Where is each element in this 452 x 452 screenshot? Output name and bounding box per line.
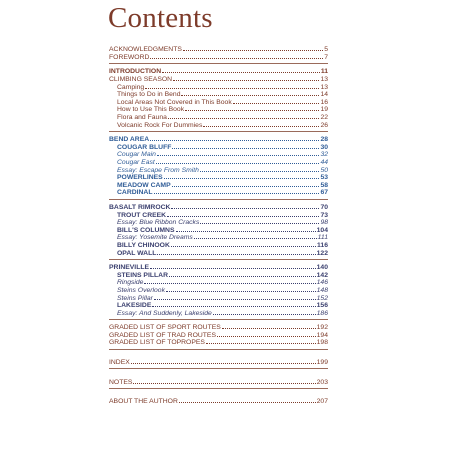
section-divider xyxy=(109,368,328,369)
toc-entry-steins-overlook[interactable] xyxy=(109,286,328,294)
toc-entry-trad-routes[interactable] xyxy=(109,331,328,339)
toc-entry-label: Flora and Fauna xyxy=(117,114,167,122)
toc-entry-page: 199 xyxy=(316,359,328,367)
toc-entry-label: BEND AREA xyxy=(109,136,150,144)
toc-entry-meadow-camp[interactable] xyxy=(109,181,328,189)
toc-entry-page: 11 xyxy=(320,68,328,76)
section-divider xyxy=(109,319,328,320)
toc-entry-label: STEINS PILLAR xyxy=(117,271,168,279)
toc-entry-label: BASALT RIMROCK xyxy=(109,203,171,211)
toc-entry-page: 13 xyxy=(320,76,328,84)
toc-entry-page: 207 xyxy=(316,398,328,406)
toc-entry-label: Local Areas Not Covered in This Book xyxy=(117,98,232,106)
toc-entry-label: BILLY CHINOOK xyxy=(117,241,170,249)
toc-entry-page: 67 xyxy=(320,189,328,197)
toc-entry-page: 7 xyxy=(324,53,328,61)
toc-entry-page: 186 xyxy=(316,309,328,317)
toc-entry-page: 13 xyxy=(320,83,328,91)
toc-entry-page: 140 xyxy=(316,264,328,272)
section-divider xyxy=(109,63,328,64)
toc-entry-label: Essay: Escape From Smith xyxy=(117,166,199,174)
toc-entry-label: PRINEVILLE xyxy=(109,264,150,272)
toc-entry-climbing-season[interactable] xyxy=(109,75,328,83)
toc-entry-cougar-main[interactable] xyxy=(109,150,328,158)
toc-entry-label: GRADED LIST OF TOPROPES xyxy=(109,339,205,347)
page-title: Contents xyxy=(108,2,213,34)
toc-entry-basalt-rimrock[interactable] xyxy=(109,203,328,211)
toc-entry-page: 19 xyxy=(320,106,328,114)
toc-entry-page: 142 xyxy=(316,271,328,279)
toc-entry-page: 198 xyxy=(316,339,328,347)
toc-entry-label: LAKESIDE xyxy=(117,302,152,310)
toc-entry-bills-columns[interactable] xyxy=(109,225,328,233)
toc-entry-introduction[interactable] xyxy=(109,67,328,75)
toc-entry-camping[interactable] xyxy=(109,82,328,90)
section-divider xyxy=(109,199,328,200)
toc-entry-label: BILL'S COLUMNS xyxy=(117,226,175,234)
section-divider xyxy=(109,349,328,350)
toc-entry-label: Steins Overlook xyxy=(117,286,165,294)
toc-entry-things-to-do[interactable] xyxy=(109,90,328,98)
toc-entry-label: How to Use This Book xyxy=(117,106,185,114)
toc-entry-lakeside[interactable] xyxy=(109,301,328,309)
toc-entry-label: Essay: Blue Ribbon Cracks xyxy=(117,219,200,227)
toc-entry-bend-area[interactable] xyxy=(109,135,328,143)
section-divider xyxy=(109,259,328,260)
toc-entry-steins-pillar-sub[interactable] xyxy=(109,293,328,301)
table-of-contents xyxy=(109,45,328,405)
toc-entry-volcanic-rock[interactable] xyxy=(109,120,328,128)
section-divider xyxy=(109,131,328,132)
toc-entry-page: 50 xyxy=(320,166,328,174)
toc-entry-how-to-use[interactable] xyxy=(109,105,328,113)
toc-entry-label: NOTES xyxy=(109,378,133,386)
toc-entry-label: Ringside xyxy=(117,279,144,287)
toc-entry-steins-pillar[interactable] xyxy=(109,270,328,278)
toc-entry-label: ACKNOWLEDGMENTS xyxy=(109,46,182,54)
toc-entry-essay-lakeside[interactable] xyxy=(109,308,328,316)
toc-entry-cardinal[interactable] xyxy=(109,188,328,196)
toc-entry-powerlines[interactable] xyxy=(109,173,328,181)
toc-entry-page: 152 xyxy=(316,294,328,302)
toc-entry-page: 148 xyxy=(316,286,328,294)
toc-entry-label: ABOUT THE AUTHOR xyxy=(109,398,178,406)
toc-entry-foreword[interactable] xyxy=(109,53,328,61)
toc-entry-page: 194 xyxy=(316,331,328,339)
toc-entry-index[interactable] xyxy=(109,358,328,366)
toc-entry-label: FOREWORD xyxy=(109,53,150,61)
section-divider xyxy=(109,388,328,389)
toc-entry-essay-blue-ribbon[interactable] xyxy=(109,218,328,226)
toc-entry-page: 28 xyxy=(320,136,328,144)
toc-entry-label: Essay: Yosemite Dreams xyxy=(117,234,193,242)
toc-entry-cougar-east[interactable] xyxy=(109,158,328,166)
toc-entry-opal-wall[interactable] xyxy=(109,248,328,256)
toc-entry-trout-creek[interactable] xyxy=(109,210,328,218)
toc-entry-page: 32 xyxy=(320,151,328,159)
toc-entry-page: 30 xyxy=(320,143,328,151)
toc-entry-label: OPAL WALL xyxy=(117,249,157,257)
toc-entry-ringside[interactable] xyxy=(109,278,328,286)
toc-entry-label: CARDINAL xyxy=(117,189,153,197)
toc-entry-page: 44 xyxy=(320,159,328,167)
toc-entry-acknowledgments[interactable] xyxy=(109,45,328,53)
toc-entry-page: 116 xyxy=(317,241,328,249)
toc-entry-label: Camping xyxy=(117,83,145,91)
toc-entry-label: Steins Pillar xyxy=(117,294,153,302)
toc-entry-label: INDEX xyxy=(109,359,130,367)
toc-entry-page: 5 xyxy=(324,46,328,54)
toc-entry-label: INTRODUCTION xyxy=(109,68,162,76)
toc-entry-page: 146 xyxy=(316,279,328,287)
toc-entry-page: 98 xyxy=(320,219,328,227)
toc-entry-page: 58 xyxy=(320,181,328,189)
toc-entry-flora-fauna[interactable] xyxy=(109,113,328,121)
toc-entry-page: 192 xyxy=(316,324,328,332)
toc-entry-label: MEADOW CAMP xyxy=(117,181,171,189)
toc-entry-label: GRADED LIST OF TRAD ROUTES xyxy=(109,331,217,339)
toc-entry-prineville[interactable] xyxy=(109,263,328,271)
toc-entry-label: GRADED LIST OF SPORT ROUTES xyxy=(109,324,221,332)
toc-entry-label: Cougar East xyxy=(117,159,155,167)
toc-entry-cougar-bluff[interactable] xyxy=(109,143,328,151)
toc-entry-page: 73 xyxy=(320,211,328,219)
toc-entry-page: 111 xyxy=(317,234,328,242)
toc-entry-label: TROUT CREEK xyxy=(117,211,167,219)
toc-entry-page: 16 xyxy=(320,98,328,106)
toc-entry-label: Cougar Main xyxy=(117,151,156,159)
toc-entry-page: 26 xyxy=(320,121,328,129)
toc-entry-label: Volcanic Rock For Dummies xyxy=(117,121,203,129)
toc-entry-page: 22 xyxy=(320,114,328,122)
toc-entry-about-author[interactable] xyxy=(109,397,328,405)
toc-entry-page: 104 xyxy=(316,226,328,234)
toc-entry-label: Things to Do in Bend xyxy=(117,91,181,99)
toc-entry-page: 70 xyxy=(320,203,328,211)
toc-entry-page: 53 xyxy=(320,174,328,182)
toc-entry-label: Essay: And Suddenly, Lakeside xyxy=(117,309,212,317)
toc-entry-page: 122 xyxy=(316,249,328,257)
toc-entry-local-areas[interactable] xyxy=(109,98,328,106)
toc-entry-topropes[interactable] xyxy=(109,338,328,346)
toc-entry-essay-escape[interactable] xyxy=(109,165,328,173)
toc-entry-page: 156 xyxy=(316,302,328,310)
toc-entry-label: COUGAR BLUFF xyxy=(117,143,172,151)
toc-entry-label: CLIMBING SEASON xyxy=(109,76,173,84)
toc-entry-notes[interactable] xyxy=(109,377,328,385)
toc-entry-sport-routes[interactable] xyxy=(109,323,328,331)
toc-entry-page: 14 xyxy=(320,91,328,99)
toc-entry-page: 203 xyxy=(316,378,328,386)
toc-entry-label: POWERLINES xyxy=(117,174,163,182)
toc-entry-billy-chinook[interactable] xyxy=(109,241,328,249)
toc-entry-essay-yosemite[interactable] xyxy=(109,233,328,241)
